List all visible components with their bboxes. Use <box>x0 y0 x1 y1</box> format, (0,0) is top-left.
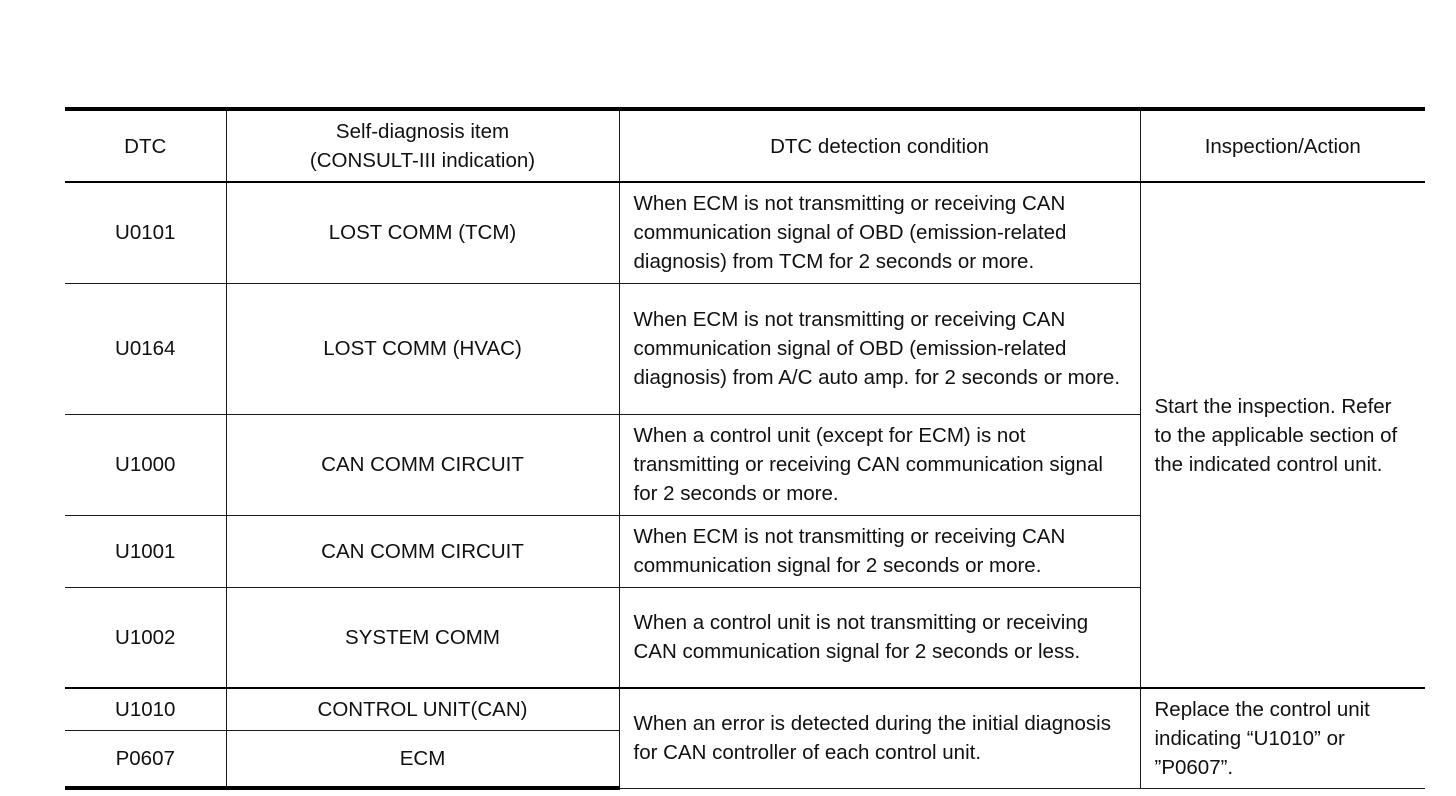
dtc-code: U1002 <box>65 587 226 688</box>
header-self-diagnosis-item <box>226 109 619 182</box>
diagnosis-item: LOST COMM (TCM) <box>226 182 619 283</box>
table-row <box>65 688 1425 730</box>
detection-condition: When an error is detected during the initial diagnosis for CAN controller of each control unit. <box>619 688 1140 788</box>
dtc-code: U1000 <box>65 414 226 515</box>
table-row <box>65 182 1425 283</box>
detection-condition: When a control unit is not transmitting or receiving CAN communication signal for 2 seconds or less. <box>619 587 1140 688</box>
diagnosis-item: CAN COMM CIRCUIT <box>226 414 619 515</box>
detection-condition: When ECM is not transmitting or receiving CAN communication signal for 2 seconds or more. <box>619 515 1140 587</box>
dtc-code: U1010 <box>65 688 226 730</box>
header-inspection-action: Inspection/Action <box>1140 109 1425 182</box>
dtc-table <box>65 107 1425 790</box>
diagnosis-item: SYSTEM COMM <box>226 587 619 688</box>
detection-condition: When a control unit (except for ECM) is not transmitting or receiving CAN communication signal for 2 seconds or more. <box>619 414 1140 515</box>
dtc-code: U0164 <box>65 283 226 414</box>
inspection-action: Start the inspection. Refer to the applicable section of the indicated control unit. <box>1140 182 1425 688</box>
diagnosis-item: ECM <box>226 730 619 788</box>
diagnosis-item: CONTROL UNIT(CAN) <box>226 688 619 730</box>
header-item-line1: Self-diagnosis item <box>335 120 510 143</box>
header-dtc: DTC <box>65 109 226 182</box>
diagnosis-item: LOST COMM (HVAC) <box>226 283 619 414</box>
header-item-line2: (CONSULT-III indication) <box>309 149 536 172</box>
diagnosis-item: CAN COMM CIRCUIT <box>226 515 619 587</box>
dtc-code: U0101 <box>65 182 226 283</box>
dtc-code: U1001 <box>65 515 226 587</box>
header-detection-condition: DTC detection condition <box>619 109 1140 182</box>
table-header-row <box>65 109 1425 182</box>
dtc-code: P0607 <box>65 730 226 788</box>
inspection-action: Replace the control unit indicating “U1010” or ”P0607”. <box>1140 688 1425 788</box>
detection-condition: When ECM is not transmitting or receiving CAN communication signal of OBD (emission-related diagnosis) from A/C auto amp. for 2 seconds or more. <box>619 283 1140 414</box>
detection-condition: When ECM is not transmitting or receiving CAN communication signal of OBD (emission-related diagnosis) from TCM for 2 seconds or more. <box>619 182 1140 283</box>
